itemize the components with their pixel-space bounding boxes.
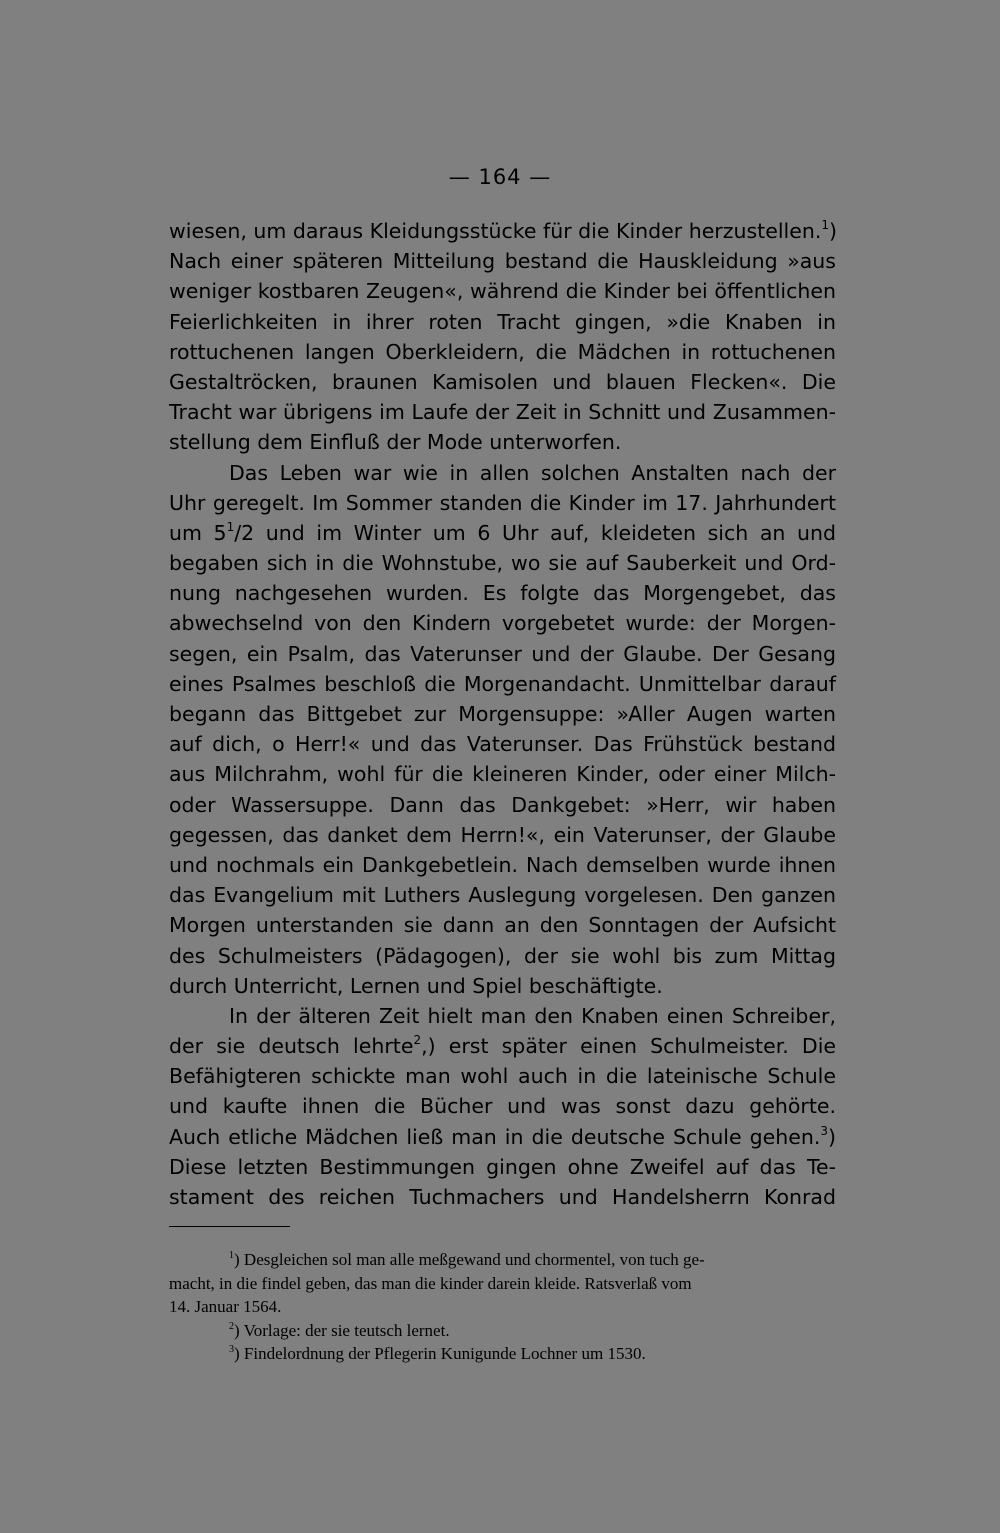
text-line (169, 850, 836, 880)
text-line (169, 488, 836, 518)
text-line-continuation: /2 und im Winter um 6 Uhr auf, kleideten sich an und (234, 520, 836, 545)
footnote-reference: 1 (821, 218, 829, 232)
text-line-content: aus Milchrahm, wohl für die kleineren Kinder, oder einer Milch- (169, 762, 836, 787)
text-line-content: auf dich, o Herr!« und das Vaterunser. Das Frühstück bestand (169, 732, 836, 757)
text-line (169, 307, 836, 337)
footnote-reference: 3 (820, 1123, 828, 1138)
text-line (169, 639, 836, 669)
text-line (169, 458, 836, 488)
text-line (169, 1182, 836, 1212)
footnote-text: 14. Januar 1564. (169, 1297, 282, 1316)
text-line-content: durch Unterricht, Lernen und Spiel beschäftigte. (169, 973, 663, 998)
text-line-content: Diese letzten Bestimmungen gingen ohne Zweifel auf das Te- (169, 1154, 836, 1179)
text-line-content: gegessen, das danket dem Herrn!«, ein Vaterunser, der Glaube (169, 822, 836, 847)
text-line-content: um 5 (169, 520, 227, 545)
text-line-content: Befähigteren schickte man wohl auch in die lateinische Schule (169, 1064, 836, 1089)
footnote-text: macht, in die findel geben, das man die kinder darein kleide. Ratsverlaß vom (169, 1273, 692, 1293)
text-line-content: Tracht war übrigens im Laufe der Zeit in Schnitt und Zusammen- (169, 400, 836, 425)
text-line-content: stament des reichen Tuchmachers und Handelsherrn Konrad (169, 1185, 836, 1209)
text-line-content: der sie deutsch lehrte (169, 1034, 414, 1059)
text-line (169, 790, 836, 820)
text-line-content: begann das Bittgebet zur Morgensuppe: »Aller Augen warten (169, 702, 836, 726)
text-line (169, 910, 836, 940)
text-line-content: stellung dem Einfluß der Mode unterworfen. (169, 430, 622, 455)
text-line-continuation: ) (828, 219, 837, 243)
page-number: — 164 — (448, 165, 552, 189)
text-line (169, 397, 836, 427)
text-line-content: Nach einer späteren Mitteilung bestand die Hauskleidung »aus (169, 249, 836, 274)
text-line (169, 1001, 836, 1031)
text-line-content: Gestaltröcken, braunen Kamisolen und blauen Flecken«. Die (169, 369, 836, 394)
text-line-content: eines Psalmes beschloß die Morgenandacht. Unmittelbar darauf (169, 671, 836, 696)
text-line (169, 548, 836, 578)
footnote-line (169, 1342, 836, 1366)
text-line (169, 1061, 836, 1091)
text-line-content: Morgen unterstanden sie dann an den Sonntagen der Aufsicht (169, 913, 836, 938)
footnote-line (169, 1295, 836, 1319)
footnote-number: 2 (229, 1320, 234, 1332)
footnote-text: ) Vorlage: der sie teutsch lernet. (234, 1320, 450, 1340)
text-line (169, 1091, 836, 1121)
text-line-content: nung nachgesehen wurden. Es folgte das Morgengebet, das (169, 581, 836, 606)
footnote-text: ) Findelordnung der Pflegerin Kunigunde Lochner um 1530. (234, 1344, 646, 1363)
text-line-content: und nochmals ein Dankgebetlein. Nach demselben wurde ihnen (169, 852, 836, 877)
text-line-content: rottuchenen langen Oberkleidern, die Mädchen in rottuchenen (169, 339, 836, 364)
footnote-reference: 2 (413, 1033, 422, 1048)
text-line-content: weniger kostbaren Zeugen«, während die Kinder bei öffentlichen (169, 279, 836, 304)
text-line-content: das Evangelium mit Luthers Auslegung vorgelesen. Den ganzen (169, 883, 836, 908)
footnote-reference: 1 (226, 519, 235, 534)
text-line-content: In der älteren Zeit hielt man den Knaben einen Schreiber, (229, 1003, 836, 1028)
text-line-content: oder Wassersuppe. Dann das Dankgebet: »Herr, wir haben (169, 792, 836, 817)
body-text (169, 216, 836, 1212)
text-line (169, 699, 836, 729)
text-line-content: Auch etliche Mädchen ließ man in die deutsche Schule gehen. (169, 1124, 821, 1149)
text-line (169, 729, 836, 759)
text-line (169, 518, 836, 548)
text-line (169, 276, 836, 306)
footnote-divider (169, 1226, 290, 1227)
text-line (169, 608, 836, 638)
text-line (169, 971, 836, 1001)
footnote-line (169, 1272, 836, 1296)
text-line (169, 1152, 836, 1182)
text-line (169, 246, 836, 276)
text-line (169, 941, 836, 971)
footnote-number: 1 (229, 1250, 234, 1261)
footnote-text: ) Desgleichen sol man alle meßgewand und chormentel, von tuch ge- (234, 1250, 705, 1269)
text-line-content: Feierlichkeiten in ihrer roten Tracht gingen, »die Knaben in (169, 309, 836, 334)
text-line-content: des Schulmeisters (Pädagogen), der sie wohl bis zum Mittag (169, 943, 836, 968)
text-line-content: Das Leben war wie in allen solchen Anstalten nach der (229, 460, 836, 485)
footnote-number: 3 (229, 1344, 234, 1355)
text-line (169, 1031, 836, 1061)
text-line-continuation: ) (828, 1124, 836, 1149)
text-line (169, 669, 836, 699)
text-line-content: und kaufte ihnen die Bücher und was sonst dazu gehörte. (169, 1094, 836, 1119)
text-line (169, 427, 836, 457)
text-line-content: segen, ein Psalm, das Vaterunser und der Glaube. Der Gesang (169, 641, 836, 666)
text-line (169, 216, 836, 246)
text-line-content: abwechselnd von den Kindern vorgebetet wurde: der Morgen- (169, 611, 836, 636)
footnote-line (169, 1248, 836, 1272)
text-line (169, 337, 836, 367)
text-line-content: begaben sich in die Wohnstube, wo sie auf Sauberkeit und Ord- (169, 551, 836, 576)
text-line (169, 759, 836, 789)
text-line (169, 1122, 836, 1152)
text-line (169, 880, 836, 910)
text-line (169, 578, 836, 608)
footnote-line (169, 1319, 836, 1343)
text-line-continuation: ,) erst später einen Schulmeister. Die (421, 1034, 836, 1059)
text-line (169, 820, 836, 850)
text-line-content: Uhr geregelt. Im Sommer standen die Kinder im 17. Jahrhundert (169, 490, 836, 515)
footnotes (169, 1248, 836, 1366)
text-line (169, 367, 836, 397)
text-line-content: wiesen, um daraus Kleidungsstücke für die Kinder herzustellen. (169, 219, 822, 243)
